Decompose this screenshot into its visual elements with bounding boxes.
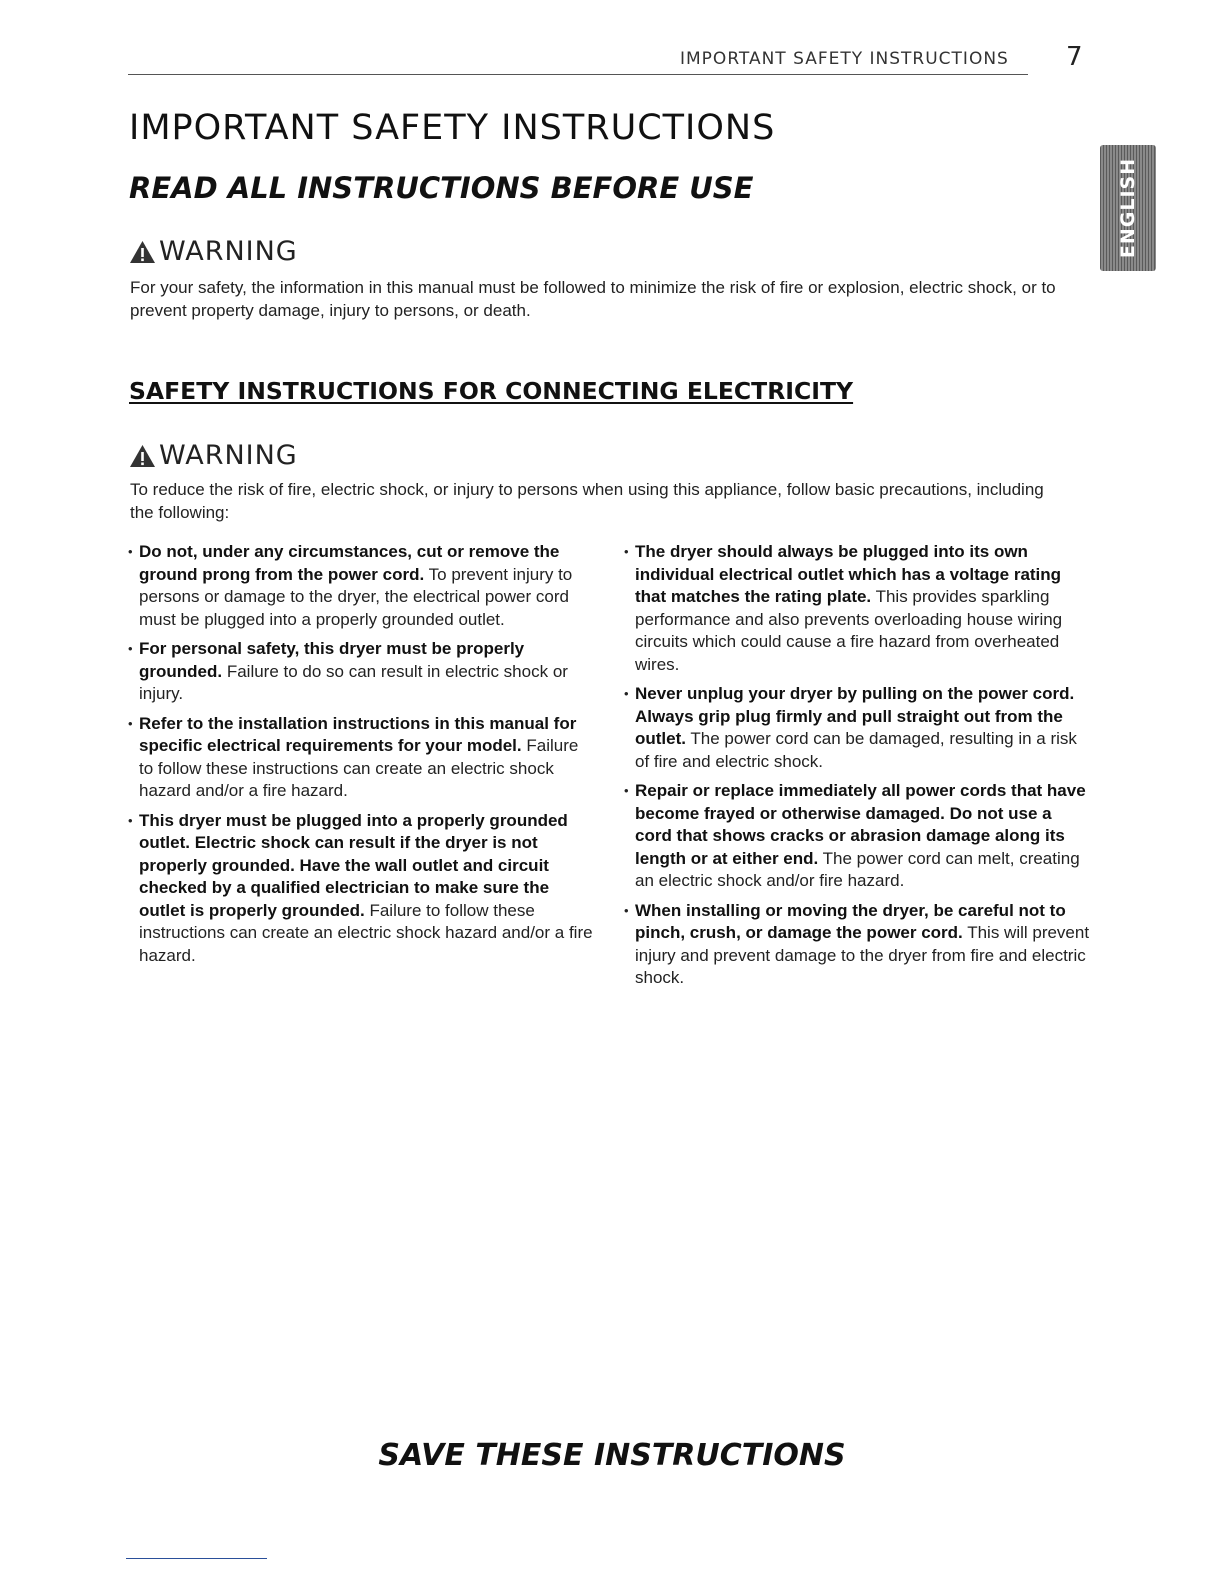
list-item-bold: Do not, under any circumstances, cut or remove the ground prong from the power cord. (139, 542, 560, 584)
footer-divider (126, 1558, 267, 1559)
warning-text-2: To reduce the risk of fire, electric shock, or injury to persons when using this appliance, follow basic precautions, including the following: (130, 480, 1044, 522)
list-item (625, 541, 1093, 676)
list-item-text: To prevent injury to persons or damage to the dryer, the electrical power cord must be plugged into a properly grounded outlet. (139, 564, 573, 629)
list-item (625, 683, 1093, 773)
list-item-text: This will prevent injury and prevent damage to the dryer from fire and electric shock. (635, 923, 1090, 987)
left-instruction-list (129, 541, 597, 974)
list-item (129, 541, 597, 631)
list-item-bold: Repair or replace immediately all power cords that have become frayed or otherwise damaged. Do not use a cord that shows cracks or abrasion damage along its length or at either end. (635, 781, 1086, 868)
list-item (129, 713, 597, 803)
list-item-bold: The dryer should always be plugged into its own individual electrical outlet which has a voltage rating that matches the rating plate. (635, 542, 1062, 606)
right-instruction-list (625, 541, 1093, 997)
list-item (129, 810, 597, 968)
list-item-bold: Never unplug your dryer by pulling on the power cord. Always grip plug firmly and pull straight out from the outlet. (635, 684, 1075, 748)
warning-label-2: WARNING (159, 440, 298, 471)
list-item-bold: Refer to the installation instructions in this manual for specific electrical requirements for your model. (139, 713, 577, 755)
running-header-title: IMPORTANT SAFETY INSTRUCTIONS (680, 49, 1009, 69)
warning-text-1: For your safety, the information in this manual must be followed to minimize the risk of fire or explosion, electric shock, or to prevent property damage, injury to persons, or death. (130, 278, 1056, 320)
page-number: 7 (1066, 42, 1083, 72)
list-item (129, 638, 597, 706)
list-item-text: Failure to do so can result in electric shock or injury. (139, 661, 568, 703)
list-item-text: Failure to follow these instructions can create an electric shock hazard and/or a fire hazard. (139, 736, 579, 800)
language-tab (1100, 145, 1156, 271)
list-item-text: The power cord can be damaged, resulting in a risk of fire and electric shock. (635, 729, 1077, 771)
warning-triangle-icon (129, 444, 156, 468)
list-item-bold: When installing or moving the dryer, be careful not to pinch, crush, or damage the power cord. (635, 900, 1066, 942)
language-tab-label: ENGLISH (1117, 157, 1139, 259)
section-heading: SAFETY INSTRUCTIONS FOR CONNECTING ELECTRICITY (129, 377, 854, 405)
list-item-bold: For personal safety, this dryer must be properly grounded. (139, 639, 525, 681)
list-item-text: The power cord can melt, creating an electric shock and/or fire hazard. (635, 848, 1080, 890)
list-item (625, 780, 1093, 893)
list-item (625, 900, 1093, 990)
warning-heading-2 (129, 440, 298, 471)
footer-save-instructions: SAVE THESE INSTRUCTIONS (378, 1438, 846, 1473)
page-title: IMPORTANT SAFETY INSTRUCTIONS (129, 108, 776, 148)
list-item-text: Failure to follow these instructions can create an electric shock hazard and/or a fire hazard. (139, 900, 593, 965)
list-item-text: This provides sparkling performance and also prevents overloading house wiring circuits which could cause a fire hazard from overheated wires. (635, 587, 1063, 674)
page-subtitle: READ ALL INSTRUCTIONS BEFORE USE (129, 171, 754, 205)
header-divider (128, 74, 1028, 75)
list-item-bold: This dryer must be plugged into a properly grounded outlet. Electric shock can result if the dryer is not properly grounded. Have the wall outlet and circuit checked by a qualified electrician to make sure the outlet is properly grounded. (139, 810, 568, 920)
warning-heading-1 (129, 236, 298, 267)
warning-label-1: WARNING (159, 236, 298, 267)
warning-triangle-icon (129, 240, 156, 264)
